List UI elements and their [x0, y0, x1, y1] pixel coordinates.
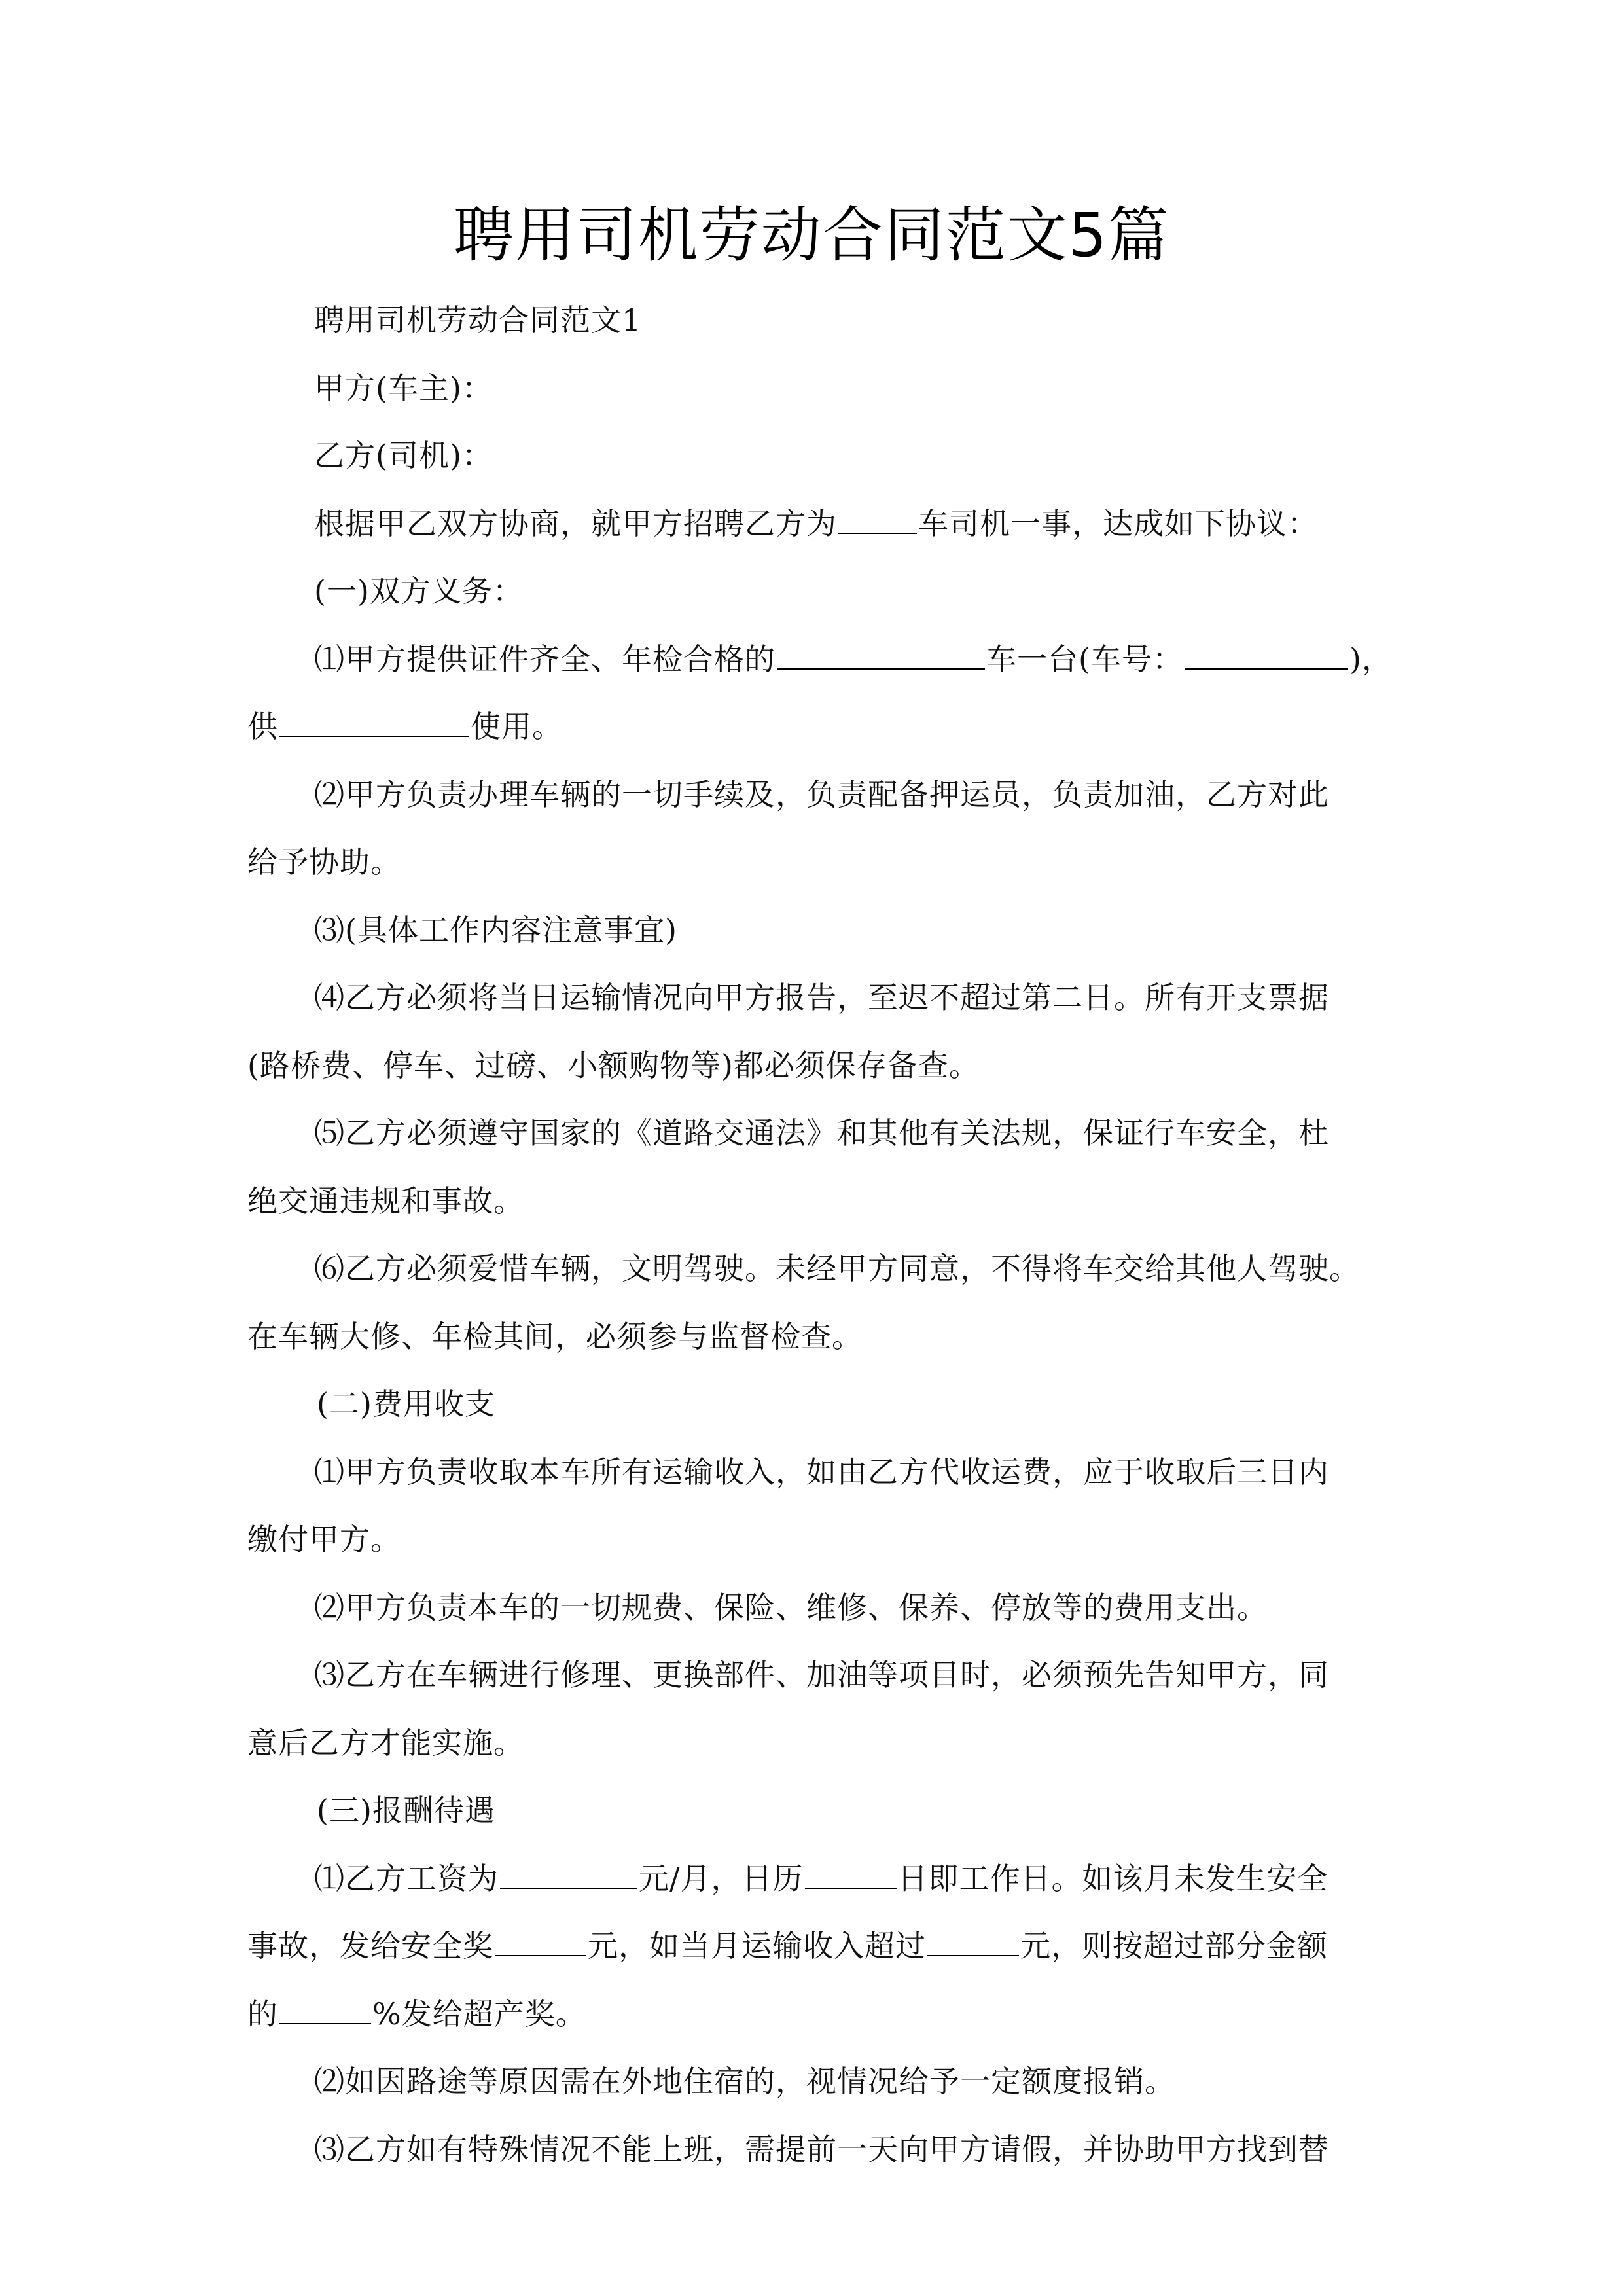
party-b-label: 乙方(司机)：	[314, 438, 493, 473]
document-body	[247, 287, 1393, 2183]
user-blank	[279, 708, 469, 737]
section-2-heading: (二)费用收支	[317, 1386, 495, 1422]
document-title: 聘用司机劳动合同范文5篇	[453, 200, 1170, 270]
section-3-item-1-line-2	[247, 1912, 1389, 1981]
section-3-item-2: ⑵如因路途等原因需在外地住宿的，视情况给予一定额度报销。	[314, 2064, 1175, 2099]
section-3-item-1-line-3	[247, 1981, 1389, 2049]
section-2-item-3-line-1: ⑶乙方在车辆进行修理、更换部件、加油等项目时，必须预先告知甲方，同	[314, 1657, 1329, 1693]
intro-text-post: 车司机一事，达成如下协议：	[918, 505, 1318, 541]
item-text: 使用。	[471, 709, 563, 744]
item-text: 元，则按超过部分金额	[1020, 1928, 1328, 1964]
section-1-item-2-line-1: ⑵甲方负责办理车辆的一切手续及，负责配备押运员，负责加油，乙方对此	[314, 776, 1329, 812]
section-1-item-1-line-2	[247, 693, 1389, 761]
section-1-heading: (一)双方义务：	[314, 573, 524, 609]
item-text: 供	[247, 709, 278, 744]
section-1-item-1-line-1	[247, 626, 1393, 694]
item-text: 元，如当月运输收入超过	[588, 1928, 926, 1964]
section-1-item-4-line-1: ⑷乙方必须将当日运输情况向甲方报告，至迟不超过第二日。所有开支票据	[314, 980, 1329, 1015]
intro-paragraph	[247, 490, 1389, 558]
item-text: 日即工作日。如该月未发生安全	[897, 1860, 1329, 1896]
section-1-item-5-line-2: 绝交通违规和事故。	[247, 1183, 524, 1219]
section-3-item-1-line-1	[247, 1845, 1389, 1913]
vehicle-model-blank	[777, 641, 985, 670]
item-text: 的	[247, 1996, 278, 2032]
section-2-item-1-line-2: 缴付甲方。	[247, 1522, 401, 1557]
safety-bonus-blank	[495, 1928, 586, 1956]
section-1-item-5-line-1: ⑸乙方必须遵守国家的《道路交通法》和其他有关法规，保证行车安全，杜	[314, 1115, 1329, 1151]
section-1-item-6-line-1: ⑹乙方必须爱惜车辆，文明驾驶。未经甲方同意，不得将车交给其他人驾驶。	[314, 1251, 1360, 1286]
vehicle-type-blank	[838, 505, 917, 534]
section-2-item-3-line-2: 意后乙方才能实施。	[247, 1725, 524, 1761]
section-1-item-6-line-2: 在车辆大修、年检其间，必须参与监督检查。	[247, 1318, 863, 1354]
section-1-item-2-line-2: 给予协助。	[247, 844, 401, 880]
section-2-item-2: ⑵甲方负责本车的一切规费、保险、维修、保养、停放等的费用支出。	[314, 1589, 1268, 1625]
item-text: ⑴乙方工资为	[314, 1860, 499, 1896]
section-2-item-1-line-1: ⑴甲方负责收取本车所有运输收入，如由乙方代收运费，应于收取后三日内	[314, 1454, 1329, 1490]
section-1-item-3: ⑶(具体工作内容注意事宜)	[314, 912, 677, 948]
item-text: )，	[1349, 641, 1393, 677]
section-3-item-3-line-1: ⑶乙方如有特殊情况不能上班，需提前一天向甲方请假，并协助甲方找到替	[314, 2131, 1329, 2167]
working-days-blank	[805, 1860, 897, 1889]
item-text: 元/月，日历	[639, 1860, 804, 1896]
section-1-item-4-line-2: (路桥费、停车、过磅、小额购物等)都必须保存备查。	[247, 1047, 980, 1083]
section-3-heading: (三)报酬待遇	[317, 1793, 495, 1828]
item-text: %发给超产奖。	[372, 1996, 586, 2032]
party-a-label: 甲方(车主)：	[314, 370, 493, 406]
intro-text-pre: 根据甲乙双方协商，就甲方招聘乙方为	[314, 505, 837, 541]
income-threshold-blank	[927, 1928, 1019, 1956]
item-text: 车一台(车号：	[986, 641, 1183, 677]
contract-subtitle: 聘用司机劳动合同范文1	[314, 302, 642, 338]
plate-number-blank	[1185, 641, 1348, 670]
item-text: 事故，发给安全奖	[247, 1928, 493, 1964]
item-text: ⑴甲方提供证件齐全、年检合格的	[314, 641, 776, 677]
bonus-percent-blank	[279, 1996, 371, 2024]
salary-blank	[500, 1860, 637, 1889]
